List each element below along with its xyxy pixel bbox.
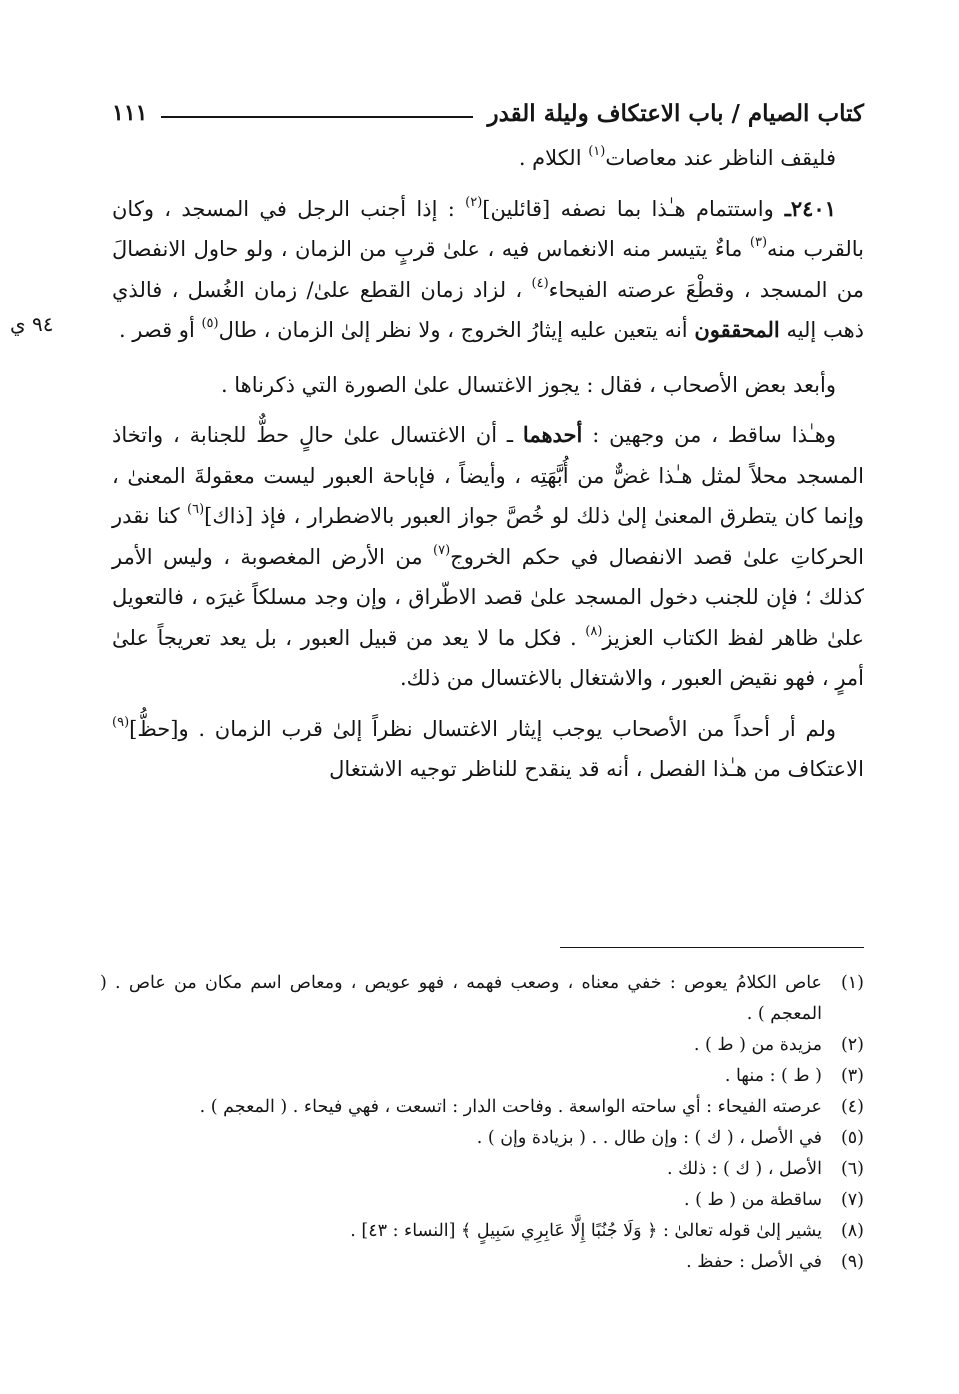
footnote-number: (٧)	[840, 1190, 864, 1210]
footnote-text: الأصل ، ( ك ) : ذلك .	[667, 1159, 822, 1179]
footnote	[100, 1123, 864, 1154]
footnote	[100, 1216, 864, 1247]
footnote-text: في الأصل : حفظ .	[686, 1252, 822, 1272]
text-run: الاعتكاف من هـٰذا الفصل ، أنه قد ينقدح للناظر توجيه الاشتغال	[329, 757, 864, 781]
footnotes-section	[100, 968, 864, 1278]
text-run: الكلام .	[518, 146, 589, 170]
footnote	[100, 1154, 864, 1185]
paragraph	[112, 138, 864, 179]
page-number: ١١١	[112, 100, 148, 126]
footnote-text: عاص الكلامُ يعوص : خفي معناه ، وصعب فهمه ، فهو عويص ، ومعاص اسم مكان من عاص . ( المعجم ) .	[100, 973, 822, 1024]
footnote-text: يشير إلىٰ قوله تعالىٰ : ﴿ وَلَا جُنُبًا إِلَّا عَابِرِي سَبِيلٍ ﴾ [النساء : ٤٣] .	[350, 1221, 822, 1241]
footnote-ref: (٧)	[433, 542, 451, 558]
text-run: كنا نقدر الحركاتِ علىٰ قصد الانفصال في حكم الخروج	[112, 504, 864, 569]
footnote-ref: (٤)	[531, 275, 549, 291]
footnote	[100, 1061, 864, 1092]
paragraph	[112, 709, 864, 790]
footnote-ref: (٩)	[112, 714, 130, 730]
footnote-ref: (١)	[588, 144, 606, 159]
paragraph	[112, 365, 864, 406]
footnote	[100, 1247, 864, 1278]
text-run: واستتمام هـٰذا بما نصفه [قائلين]	[482, 196, 774, 221]
text-run: المحققون	[694, 317, 780, 342]
header-rule	[161, 116, 473, 118]
footnote-number: (٤)	[840, 1097, 864, 1117]
text-run: من الأرض المغصوبة ، وليس الأمر كذلك ؛ فإن للجنب دخول المسجد علىٰ قصد الاطّراق ، وإن وجد مسلكاً غيرَه ، فالتعويل علىٰ ظاهر لفظ الكتاب العزيز	[112, 544, 864, 650]
text-run: ، لزاد زمان القطع علىٰ/ زمان الغُسل ، فالذي ذهب إليه	[112, 277, 864, 342]
footnote-text: ( ط ) : منها .	[724, 1066, 822, 1086]
footnote-ref: (٦)	[187, 502, 205, 517]
footnote-text: عرصته الفيحاء : أي ساحته الواسعة . وفاحت الدار : اتسعت ، فهي فيحاء . ( المعجم ) .	[199, 1097, 822, 1117]
text-run: أو قصر .	[118, 318, 202, 342]
footnote-text: في الأصل ، ( ك ) : وإن طال . . ( بزيادة وإن ) .	[476, 1128, 822, 1148]
chapter-title: كتاب الصيام / باب الاعتكاف وليلة القدر	[487, 99, 864, 127]
text-run: فليقف الناظر عند معاصات	[605, 146, 836, 170]
text-run: أنه يتعين عليه إيثارُ الخروج ، ولا نظر إلىٰ الزمان ، طال	[218, 318, 695, 342]
footnote	[100, 1092, 864, 1123]
footnote-text: ساقطة من ( ط ) .	[683, 1190, 822, 1210]
paragraph	[112, 189, 864, 351]
text-run: ولم أر أحداً من الأصحاب يوجب إيثار الاغتسال نظراً إلىٰ قرب الزمان . و[حظُّ]	[129, 716, 836, 741]
footnote-text: مزيدة من ( ط ) .	[693, 1035, 822, 1055]
text-run: ٢٤٠١ـ	[773, 195, 836, 221]
footnote-number: (٨)	[840, 1221, 864, 1241]
footnote-number: (١)	[840, 973, 864, 993]
footnote-ref: (٣)	[749, 235, 768, 250]
footnote-ref: (٢)	[465, 194, 483, 210]
text-run: وهـٰذا ساقط ، من وجهين :	[582, 423, 836, 447]
main-text	[112, 138, 864, 790]
text-run: وأبعد بعض الأصحاب ، فقال : يجوز الاغتسال علىٰ الصورة التي ذكرناها .	[220, 372, 836, 397]
footnote-number: (٣)	[840, 1066, 864, 1086]
footnote-separator	[560, 947, 864, 948]
text-run: . فكل ما لا يعد من قبيل العبور ، بل يعد تعريجاً علىٰ أمرٍ ، فهو نقيض العبور ، والاشتغال بالاغتسال من ذلك.	[112, 625, 864, 690]
running-header	[112, 93, 864, 133]
text-run: أحدهما	[522, 422, 583, 447]
footnote-number: (٩)	[840, 1252, 864, 1272]
margin-folio-note: ٩٤ ي	[10, 312, 54, 336]
footnote-number: (٦)	[840, 1159, 864, 1179]
footnote	[100, 1185, 864, 1216]
text-run: ماءٌ يتيسر منه الانغماس فيه ، علىٰ قربٍ من الزمان ، ولو حاول الانفصالَ من المسجد ، وقطْعَ عرصته الفيحاء	[112, 237, 865, 302]
footnote-number: (٥)	[840, 1128, 864, 1148]
footnote-ref: (٥)	[201, 316, 219, 331]
text-run: : إذا أجنب الرجل في المسجد ، وكان بالقرب منه	[112, 196, 864, 261]
footnote	[100, 1030, 864, 1061]
footnote-ref: (٨)	[585, 623, 603, 639]
paragraph	[112, 415, 864, 699]
text-run: ـ أن الاغتسال علىٰ حالٍ حطٌّ للجنابة ، واتخاذ المسجد محلاً لمثل هـٰذا غضٌّ من أُبَّهَتِه ، وأيضاً ، فإباحة العبور ليست معقولةَ المعنىٰ ، وإنما كان يتطرق المعنىٰ إلىٰ ذلك لو خُصَّ جواز العبور بالاضطرار ، فإذ [ذاك]	[112, 423, 864, 528]
footnote	[100, 968, 864, 1030]
footnote-number: (٢)	[840, 1035, 864, 1055]
